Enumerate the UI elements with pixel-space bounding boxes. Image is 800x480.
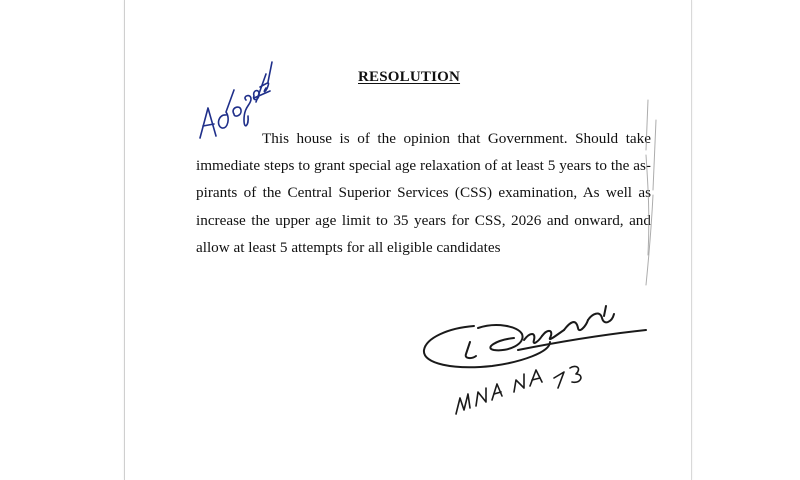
adopted-handwritten-annotation — [188, 60, 278, 145]
resolution-body: This house is of the opinion that Government. Should take immediate steps to grant special age relaxation of at least 5 years to the as-pirants of the Central Superior Services (CSS) examination, As well as increase the upper age limit to 35 years for CSS, 2026 and onward, and allow at least 5 attempts for all eligible candidates — [196, 130, 651, 256]
signature-caption-mna-na-73 — [452, 358, 592, 428]
document-title: RESOLUTION — [358, 69, 461, 85]
margin-pencil-marks — [636, 95, 666, 290]
